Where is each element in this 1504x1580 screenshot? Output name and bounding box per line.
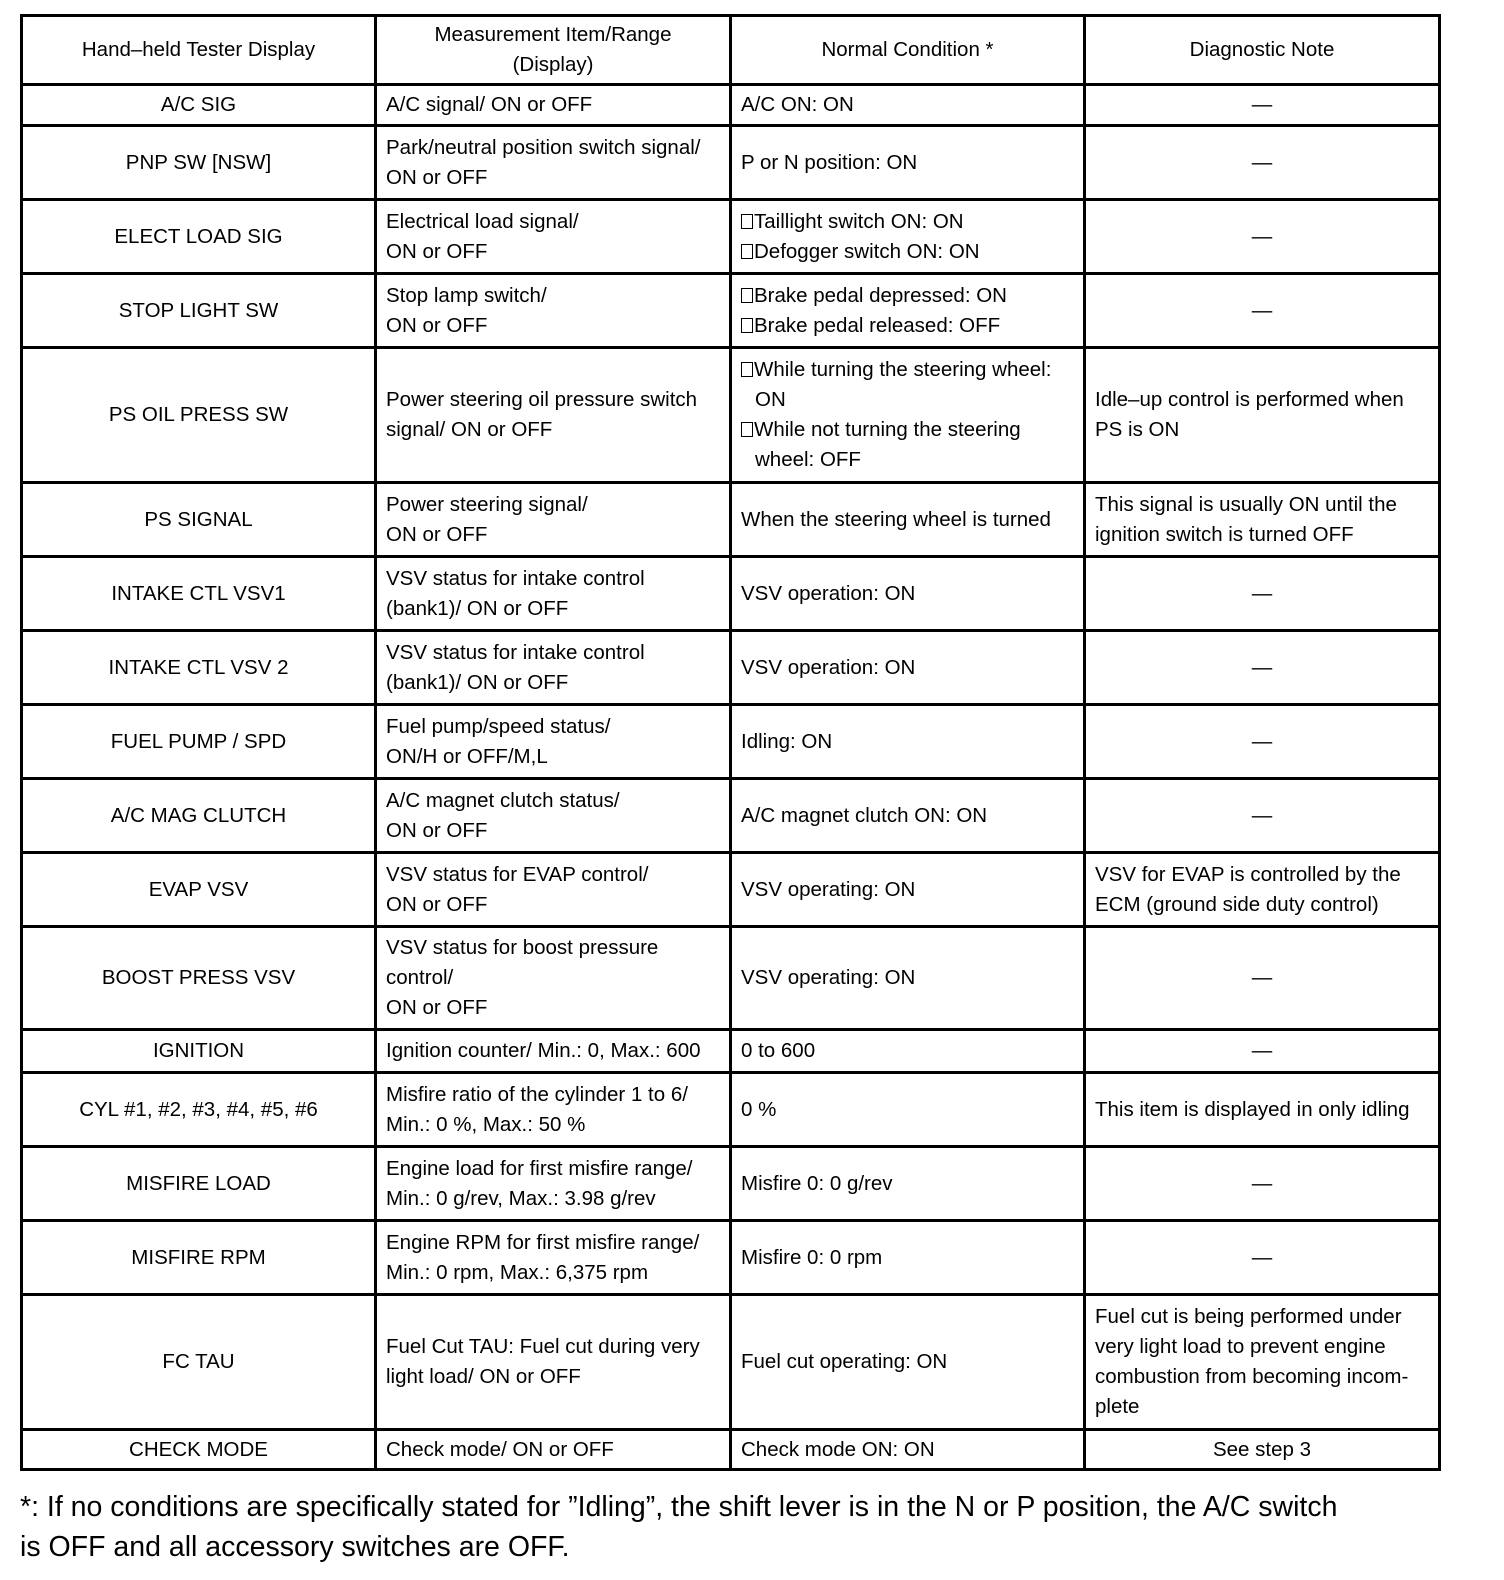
cell-normal-condition <box>731 1073 1085 1147</box>
cell-line: control/ <box>386 966 454 989</box>
cell-line: — <box>1251 298 1273 322</box>
data-monitor-table <box>20 14 1441 1471</box>
cell-line: — <box>1251 1039 1273 1062</box>
cell-measurement-range <box>376 1073 731 1147</box>
cell-line: INTAKE CTL VSV 2 <box>108 655 289 679</box>
cell-line: FUEL PUMP / SPD <box>110 729 287 753</box>
cell-normal-condition <box>731 557 1085 631</box>
cell-line: CYL #1, #2, #3, #4, #5, #6 <box>79 1097 318 1121</box>
cell-normal-condition <box>731 274 1085 348</box>
cell-line: — <box>1251 966 1273 989</box>
checkbox-glyph-icon <box>741 362 753 377</box>
cell-line: Fuel pump/speed status/ <box>386 714 611 738</box>
cell-line: Diagnostic Note <box>1189 38 1335 61</box>
cell-line: Power steering oil pressure switch <box>386 388 698 411</box>
cell-line: Misfire ratio of the cylinder 1 to 6/ <box>386 1082 688 1106</box>
cell-line: VSV status for boost pressure <box>386 936 659 959</box>
cell-normal-condition <box>731 1430 1085 1470</box>
condition-text: Brake pedal depressed: ON <box>754 283 1007 307</box>
cell-diagnostic-note <box>1085 274 1440 348</box>
header-measurement-range <box>376 16 731 85</box>
condition-text: wheel: OFF <box>755 448 861 471</box>
cell-measurement-range <box>376 631 731 705</box>
condition-line <box>741 1347 1079 1377</box>
cell-measurement-range <box>376 705 731 779</box>
cell-line: — <box>1251 1245 1273 1269</box>
cell-normal-condition <box>731 1147 1085 1221</box>
cell-line: PS SIGNAL <box>144 507 253 531</box>
cell-tester-display <box>22 1295 376 1430</box>
condition-text: VSV operating: ON <box>741 966 916 989</box>
cell-line: Power steering signal/ <box>386 492 588 516</box>
cell-tester-display <box>22 779 376 853</box>
footnote-line: is OFF and all accessory switches are OFF. <box>20 1531 570 1563</box>
cell-normal-condition <box>731 85 1085 126</box>
cell-diagnostic-note <box>1085 705 1440 779</box>
header-diagnostic-note <box>1085 16 1440 85</box>
cell-normal-condition <box>731 126 1085 200</box>
condition-line <box>741 311 1079 341</box>
condition-text: A/C magnet clutch ON: ON <box>741 803 988 827</box>
cell-measurement-range <box>376 779 731 853</box>
cell-line: VSV status for intake control <box>386 566 645 590</box>
cell-normal-condition <box>731 483 1085 557</box>
table-row <box>22 1147 1440 1221</box>
condition-line <box>741 148 1079 178</box>
cell-line: A/C signal/ ON or OFF <box>386 93 593 116</box>
cell-measurement-range <box>376 348 731 483</box>
cell-line: BOOST PRESS VSV <box>101 966 296 989</box>
condition-text: VSV operating: ON <box>741 877 916 901</box>
cell-tester-display <box>22 85 376 126</box>
cell-line: IGNITION <box>152 1039 245 1062</box>
cell-diagnostic-note <box>1085 1221 1440 1295</box>
cell-normal-condition <box>731 348 1085 483</box>
cell-line: ON or OFF <box>386 996 488 1019</box>
condition-text: Defogger switch ON: ON <box>754 239 980 263</box>
condition-line <box>741 385 1079 415</box>
cell-line: STOP LIGHT SW <box>118 298 279 322</box>
cell-line: Check mode/ ON or OFF <box>386 1437 614 1461</box>
condition-line <box>741 653 1079 683</box>
cell-diagnostic-note <box>1085 1295 1440 1430</box>
footnote-line: *: If no conditions are specifically stated for ”Idling”, the shift lever is in the N or P position, the A/C switch <box>20 1491 1338 1523</box>
condition-text: Check mode ON: ON <box>741 1437 935 1461</box>
cell-line: MISFIRE RPM <box>131 1245 266 1269</box>
cell-line: FC TAU <box>162 1350 235 1373</box>
cell-line: Electrical load signal/ <box>386 209 579 233</box>
cell-line: CHECK MODE <box>129 1437 268 1461</box>
cell-line: This item is displayed in only idling <box>1095 1097 1410 1121</box>
cell-normal-condition <box>731 1221 1085 1295</box>
cell-normal-condition <box>731 1295 1085 1430</box>
cell-line: — <box>1251 729 1273 753</box>
checkbox-glyph-icon <box>741 244 753 259</box>
condition-text: 0 to 600 <box>741 1039 816 1062</box>
table-row <box>22 1295 1440 1430</box>
table-body <box>22 85 1440 1470</box>
condition-text: P or N position: ON <box>741 150 918 174</box>
condition-text: When the steering wheel is turned <box>741 507 1051 531</box>
table-header <box>22 16 1440 85</box>
cell-measurement-range <box>376 126 731 200</box>
table-row <box>22 705 1440 779</box>
cell-line: Normal Condition * <box>821 38 994 61</box>
condition-text: Misfire 0: 0 g/rev <box>741 1171 893 1195</box>
checkbox-glyph-icon <box>741 214 753 229</box>
cell-diagnostic-note <box>1085 927 1440 1030</box>
condition-line <box>741 445 1079 475</box>
cell-tester-display <box>22 927 376 1030</box>
cell-line: Fuel cut is being performed under <box>1095 1305 1402 1328</box>
checkbox-glyph-icon <box>741 422 753 437</box>
cell-line: Ignition counter/ Min.: 0, Max.: 600 <box>386 1039 701 1062</box>
condition-text: Misfire 0: 0 rpm <box>741 1245 883 1269</box>
condition-line <box>741 1169 1079 1199</box>
cell-normal-condition <box>731 1030 1085 1073</box>
cell-normal-condition <box>731 631 1085 705</box>
cell-line: ON or OFF <box>386 892 488 916</box>
condition-text: A/C ON: ON <box>741 93 854 116</box>
condition-line <box>741 1243 1079 1273</box>
condition-line <box>741 1036 1079 1066</box>
condition-line <box>741 90 1079 120</box>
cell-line: very light load to prevent engine <box>1095 1335 1386 1358</box>
cell-measurement-range <box>376 927 731 1030</box>
cell-line: — <box>1251 655 1273 679</box>
cell-line: VSV for EVAP is controlled by the <box>1095 862 1401 886</box>
cell-diagnostic-note <box>1085 348 1440 483</box>
cell-line: See step 3 <box>1212 1437 1311 1461</box>
cell-tester-display <box>22 1430 376 1470</box>
cell-line: ON or OFF <box>386 239 488 263</box>
cell-line: Min.: 0 %, Max.: 50 % <box>386 1112 586 1136</box>
cell-diagnostic-note <box>1085 1147 1440 1221</box>
cell-tester-display <box>22 853 376 927</box>
condition-text: Taillight switch ON: ON <box>754 209 964 233</box>
cell-line: MISFIRE LOAD <box>126 1171 271 1195</box>
cell-tester-display <box>22 274 376 348</box>
cell-diagnostic-note <box>1085 200 1440 274</box>
cell-line: — <box>1251 1171 1273 1195</box>
cell-normal-condition <box>731 200 1085 274</box>
cell-diagnostic-note <box>1085 779 1440 853</box>
cell-diagnostic-note <box>1085 557 1440 631</box>
table-row <box>22 85 1440 126</box>
cell-tester-display <box>22 348 376 483</box>
table-row <box>22 853 1440 927</box>
cell-line: Engine RPM for first misfire range/ <box>386 1230 700 1254</box>
cell-measurement-range <box>376 1147 731 1221</box>
condition-line <box>741 1435 1079 1465</box>
cell-line: Measurement Item/Range <box>434 23 672 46</box>
cell-line: INTAKE CTL VSV1 <box>111 581 286 605</box>
cell-line: VSV status for EVAP control/ <box>386 862 649 886</box>
cell-line: signal/ ON or OFF <box>386 418 553 441</box>
cell-tester-display <box>22 1030 376 1073</box>
cell-line: PS is ON <box>1095 418 1180 441</box>
cell-line: — <box>1251 224 1273 248</box>
condition-text: While turning the steering wheel: <box>754 358 1052 381</box>
cell-line: Park/neutral position switch signal/ <box>386 135 701 159</box>
cell-tester-display <box>22 557 376 631</box>
cell-measurement-range <box>376 1430 731 1470</box>
cell-line: Idle–up control is performed when <box>1095 388 1404 411</box>
condition-line <box>741 415 1079 445</box>
table-row <box>22 927 1440 1030</box>
cell-line: ON or OFF <box>386 165 488 189</box>
cell-measurement-range <box>376 1030 731 1073</box>
condition-line <box>741 579 1079 609</box>
header-normal-condition <box>731 16 1085 85</box>
cell-measurement-range <box>376 557 731 631</box>
cell-tester-display <box>22 705 376 779</box>
cell-tester-display <box>22 631 376 705</box>
cell-measurement-range <box>376 853 731 927</box>
condition-text: Idling: ON <box>741 729 833 753</box>
cell-diagnostic-note <box>1085 85 1440 126</box>
cell-line: Min.: 0 rpm, Max.: 6,375 rpm <box>386 1260 649 1284</box>
footnote <box>20 1487 1460 1567</box>
cell-line: (bank1)/ ON or OFF <box>386 596 569 620</box>
cell-line: VSV status for intake control <box>386 640 645 664</box>
cell-line: This signal is usually ON until the <box>1095 492 1397 516</box>
cell-diagnostic-note <box>1085 1430 1440 1470</box>
cell-tester-display <box>22 126 376 200</box>
cell-line: Stop lamp switch/ <box>386 283 547 307</box>
cell-line: A/C MAG CLUTCH <box>110 803 287 827</box>
cell-diagnostic-note <box>1085 631 1440 705</box>
condition-text: While not turning the steering <box>754 418 1021 441</box>
table-row <box>22 1073 1440 1147</box>
cell-line: ECM (ground side duty control) <box>1095 892 1379 916</box>
condition-text: Fuel cut operating: ON <box>741 1350 948 1373</box>
checkbox-glyph-icon <box>741 318 753 333</box>
cell-line: ON/H or OFF/M,L <box>386 744 548 768</box>
cell-line: A/C SIG <box>160 93 237 116</box>
condition-line <box>741 801 1079 831</box>
condition-line <box>741 727 1079 757</box>
cell-line: Hand–held Tester Display <box>81 38 316 61</box>
cell-diagnostic-note <box>1085 853 1440 927</box>
condition-text: 0 % <box>741 1097 777 1121</box>
table-row <box>22 631 1440 705</box>
condition-text: VSV operation: ON <box>741 581 916 605</box>
cell-line: — <box>1251 803 1273 827</box>
cell-line: PNP SW [NSW] <box>125 150 272 174</box>
condition-line <box>741 963 1079 993</box>
condition-line <box>741 875 1079 905</box>
cell-line: (bank1)/ ON or OFF <box>386 670 569 694</box>
table-row <box>22 126 1440 200</box>
cell-normal-condition <box>731 853 1085 927</box>
condition-line <box>741 1095 1079 1125</box>
cell-line: — <box>1251 93 1273 116</box>
cell-line: PS OIL PRESS SW <box>108 403 289 426</box>
cell-line: (Display) <box>512 53 594 76</box>
condition-line <box>741 355 1079 385</box>
cell-line: ignition switch is turned OFF <box>1095 522 1354 546</box>
checkbox-glyph-icon <box>741 288 753 303</box>
cell-measurement-range <box>376 483 731 557</box>
cell-normal-condition <box>731 779 1085 853</box>
cell-line: A/C magnet clutch status/ <box>386 788 620 812</box>
table-row <box>22 483 1440 557</box>
table-row <box>22 1430 1440 1470</box>
cell-line: EVAP VSV <box>148 877 249 901</box>
table-row <box>22 274 1440 348</box>
cell-measurement-range <box>376 1221 731 1295</box>
condition-text: VSV operation: ON <box>741 655 916 679</box>
cell-diagnostic-note <box>1085 483 1440 557</box>
cell-measurement-range <box>376 85 731 126</box>
cell-diagnostic-note <box>1085 1073 1440 1147</box>
cell-line: ON or OFF <box>386 313 488 337</box>
condition-line <box>741 207 1079 237</box>
condition-text: Brake pedal released: OFF <box>754 313 1001 337</box>
table-row <box>22 779 1440 853</box>
cell-tester-display <box>22 1147 376 1221</box>
condition-line <box>741 505 1079 535</box>
table-row <box>22 200 1440 274</box>
cell-line: light load/ ON or OFF <box>386 1365 581 1388</box>
cell-line: — <box>1251 581 1273 605</box>
cell-line: — <box>1251 150 1273 174</box>
table-row <box>22 1030 1440 1073</box>
table-row <box>22 1221 1440 1295</box>
cell-line: Min.: 0 g/rev, Max.: 3.98 g/rev <box>386 1186 656 1210</box>
cell-line: Fuel Cut TAU: Fuel cut during very <box>386 1335 700 1358</box>
header-row <box>22 16 1440 85</box>
cell-tester-display <box>22 1221 376 1295</box>
cell-measurement-range <box>376 1295 731 1430</box>
cell-line: ON or OFF <box>386 818 488 842</box>
condition-text: ON <box>755 388 786 411</box>
cell-measurement-range <box>376 274 731 348</box>
cell-line: ON or OFF <box>386 522 488 546</box>
cell-normal-condition <box>731 927 1085 1030</box>
cell-measurement-range <box>376 200 731 274</box>
cell-line: combustion from becoming incom- <box>1095 1365 1409 1388</box>
cell-normal-condition <box>731 705 1085 779</box>
table-row <box>22 348 1440 483</box>
cell-tester-display <box>22 483 376 557</box>
cell-line: Engine load for first misfire range/ <box>386 1156 693 1180</box>
cell-tester-display <box>22 1073 376 1147</box>
table-row <box>22 557 1440 631</box>
cell-line: ELECT LOAD SIG <box>114 224 283 248</box>
cell-diagnostic-note <box>1085 1030 1440 1073</box>
header-tester-display <box>22 16 376 85</box>
cell-tester-display <box>22 200 376 274</box>
cell-diagnostic-note <box>1085 126 1440 200</box>
condition-line <box>741 237 1079 267</box>
cell-line: plete <box>1095 1395 1140 1418</box>
condition-line <box>741 281 1079 311</box>
